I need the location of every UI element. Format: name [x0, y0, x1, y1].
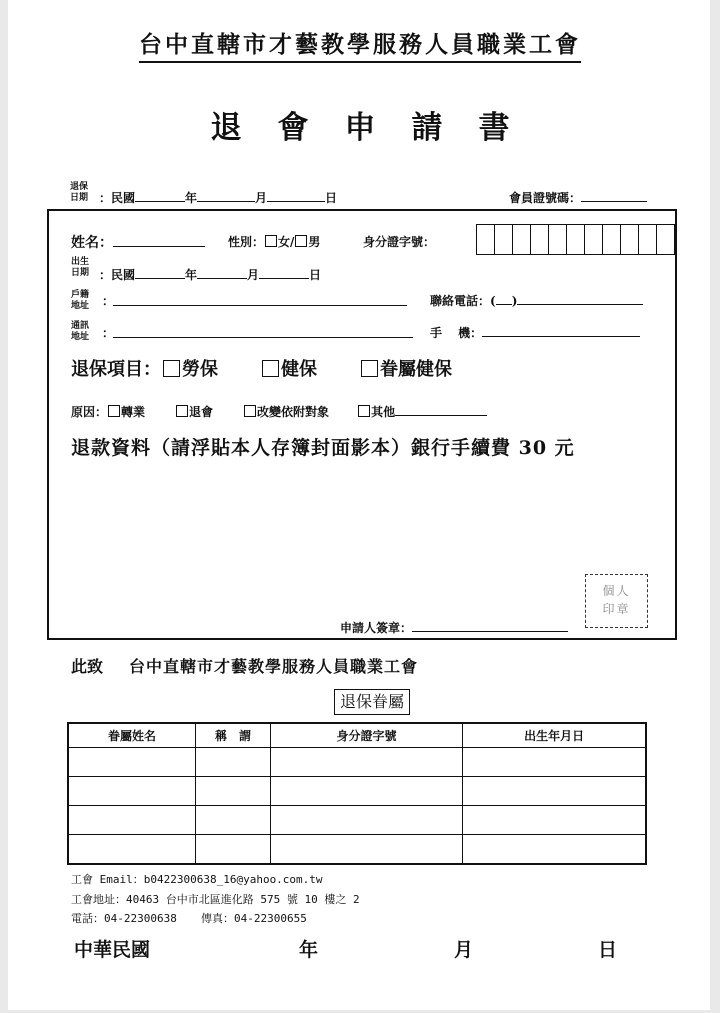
table-row [68, 777, 646, 806]
household-address-blank[interactable] [113, 305, 407, 306]
table-cell[interactable] [463, 777, 646, 806]
union-address: 工會地址：40463 台中市北區進化路 575 號 10 樓之 2 [71, 893, 360, 906]
reason-other-checkbox[interactable] [358, 405, 370, 417]
table-row [68, 806, 646, 835]
reason-transfer-checkbox[interactable] [108, 405, 120, 417]
mailing-address-label: 通訊 地址 [71, 321, 90, 342]
date-year: 年 [299, 939, 319, 961]
birth-date-label: 出生 日期 [71, 257, 90, 278]
area-code-blank[interactable] [496, 292, 512, 305]
header-relationship: 稱 謂 [196, 723, 271, 748]
table-row [68, 748, 646, 777]
table-cell[interactable] [68, 835, 196, 865]
union-email: 工會 Email：b0422300638_16@yahoo.com.tw [71, 873, 323, 886]
table-cell[interactable] [68, 777, 196, 806]
union-phone: 電話：04-22300638 [71, 912, 177, 925]
signature-field: 申請人簽章： [340, 619, 568, 636]
table-row [68, 835, 646, 865]
birth-date-field: ：民國 年 月 日 [99, 268, 322, 282]
addressee: 此致 台中直轄市才藝教學服務人員職業工會 [71, 657, 419, 676]
withdraw-month-blank[interactable] [197, 189, 255, 202]
mailing-colon: ： [102, 326, 115, 340]
date-month: 月 [454, 939, 474, 961]
table-cell[interactable] [270, 748, 462, 777]
id-number-boxes[interactable] [476, 224, 675, 255]
name-field: 姓名： [71, 232, 205, 252]
union-fax: 傳真：04-22300655 [201, 912, 307, 925]
contact-phone-field: 聯絡電話：( ) [430, 292, 643, 309]
header-family-name: 眷屬姓名 [68, 723, 196, 748]
refund-instructions: 退款資料（請浮貼本人存簿封面影本）銀行手續費 30 元 [71, 437, 575, 459]
health-insurance-checkbox[interactable] [262, 360, 279, 377]
family-withdraw-tab-label: 退保眷屬 [334, 689, 410, 715]
labor-insurance-checkbox[interactable] [163, 360, 180, 377]
table-cell[interactable] [68, 748, 196, 777]
table-cell[interactable] [196, 777, 271, 806]
gender-field: 性別： 女/ 男 [228, 235, 321, 249]
table-cell[interactable] [463, 806, 646, 835]
birth-day-blank[interactable] [259, 266, 309, 279]
header-id-number: 身分證字號 [270, 723, 462, 748]
org-title: 台中直轄市才藝教學服務人員職業工會 [0, 26, 720, 59]
mobile-field: 手 機： [430, 324, 640, 341]
table-cell[interactable] [270, 806, 462, 835]
withdraw-date-label: 退保 日期 [70, 182, 89, 203]
personal-seal-box[interactable]: 個人 印章 [585, 574, 648, 628]
contact-phone-blank[interactable] [517, 292, 643, 305]
household-colon: ： [102, 294, 115, 308]
male-checkbox[interactable] [295, 235, 307, 247]
withdraw-year-blank[interactable] [135, 189, 185, 202]
table-cell[interactable] [196, 748, 271, 777]
withdraw-day-blank[interactable] [267, 189, 325, 202]
date-day: 日 [598, 939, 618, 961]
family-table [67, 722, 647, 865]
table-cell[interactable] [270, 777, 462, 806]
table-cell[interactable] [68, 806, 196, 835]
table-cell[interactable] [196, 835, 271, 865]
table-cell[interactable] [463, 748, 646, 777]
birth-month-blank[interactable] [197, 266, 247, 279]
birth-year-blank[interactable] [135, 266, 185, 279]
id-label: 身分證字號： [363, 235, 436, 249]
doc-title: 退會申請書 [210, 110, 546, 146]
female-checkbox[interactable] [265, 235, 277, 247]
table-cell[interactable] [270, 835, 462, 865]
withdraw-items-field: 退保項目： 勞保 健保 眷屬健保 [71, 359, 452, 380]
member-card-blank[interactable] [581, 189, 647, 202]
table-cell[interactable] [463, 835, 646, 865]
household-address-label: 戶籍 地址 [71, 290, 90, 311]
name-blank[interactable] [113, 234, 205, 247]
mailing-address-blank[interactable] [113, 337, 413, 338]
header-birth-date: 出生年月日 [463, 723, 646, 748]
reason-other-blank[interactable] [395, 403, 487, 416]
table-cell[interactable] [196, 806, 271, 835]
reason-quit-checkbox[interactable] [176, 405, 188, 417]
withdraw-date-field: ：民國 年 月 日 [99, 191, 338, 205]
date-prefix: 中華民國 [74, 939, 151, 961]
member-card-field: 會員證號碼： [509, 189, 647, 206]
reason-change-checkbox[interactable] [244, 405, 256, 417]
mobile-blank[interactable] [482, 324, 640, 337]
signature-blank[interactable] [412, 619, 568, 632]
family-health-insurance-checkbox[interactable] [361, 360, 378, 377]
reason-field: 原因： 轉業 退會 改變依附對象 其他 [71, 403, 487, 420]
